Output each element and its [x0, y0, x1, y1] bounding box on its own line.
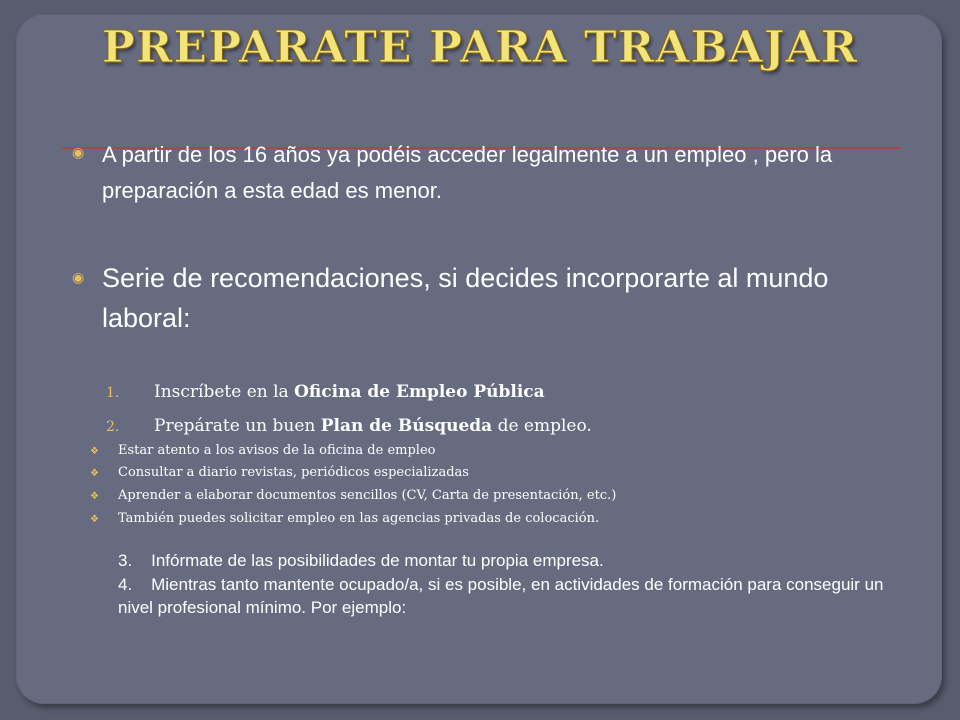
sub-item	[90, 465, 469, 480]
item-number: 4.	[118, 575, 133, 594]
bullet-item	[72, 137, 862, 209]
sub-item	[90, 488, 616, 503]
sub-item-text: Aprender a elaborar documentos sencillos (CV, Carta de presentación, etc.)	[118, 488, 617, 503]
item-text-post: de empleo.	[492, 416, 592, 436]
item-number: 1.	[106, 385, 120, 401]
numbered-item-3	[118, 549, 898, 572]
target-bullet-icon: ◉	[72, 269, 85, 285]
item-text-bold: Plan de Búsqueda	[320, 416, 493, 436]
item-text	[154, 382, 545, 402]
slide-title: PREPARATE PARA TRABAJAR	[101, 22, 859, 73]
bullet-item	[72, 258, 862, 338]
item-text-pre: Prepárate un buen	[154, 416, 321, 436]
numbered-item-4	[118, 573, 898, 619]
item-text	[154, 416, 592, 436]
diamond-bullet-icon: ❖	[90, 514, 99, 525]
sub-item-text: También puedes solicitar empleo en las agencias privadas de colocación.	[118, 511, 600, 526]
numbered-item	[106, 416, 592, 436]
sub-item	[90, 443, 435, 458]
diamond-bullet-icon: ❖	[90, 491, 99, 502]
diamond-bullet-icon: ❖	[90, 446, 99, 457]
item-text-pre: Inscríbete en la	[154, 382, 295, 402]
sub-item-text: Consultar a diario revistas, periódicos especializadas	[118, 465, 469, 480]
bullet-text: Serie de recomendaciones, si decides incorporarte al mundo laboral:	[102, 263, 829, 333]
sub-item	[90, 511, 599, 526]
item-number: 2.	[106, 419, 120, 435]
target-bullet-icon: ◉	[72, 144, 85, 160]
item-text-bold: Oficina de Empleo Pública	[294, 382, 545, 402]
item-text: Mientras tanto mantente ocupado/a, si es posible, en actividades de formación para conseguir un nivel profesional mínimo. Por ejemplo:	[118, 575, 884, 617]
item-text: Infórmate de las posibilidades de montar tu propia empresa.	[151, 551, 604, 570]
numbered-item	[106, 382, 545, 402]
sub-item-text: Estar atento a los avisos de la oficina de empleo	[118, 443, 436, 458]
bullet-text: A partir de los 16 años ya podéis acceder legalmente a un empleo , pero la preparación a esta edad es menor.	[102, 142, 833, 203]
diamond-bullet-icon: ❖	[90, 468, 99, 479]
item-number: 3.	[118, 551, 133, 570]
